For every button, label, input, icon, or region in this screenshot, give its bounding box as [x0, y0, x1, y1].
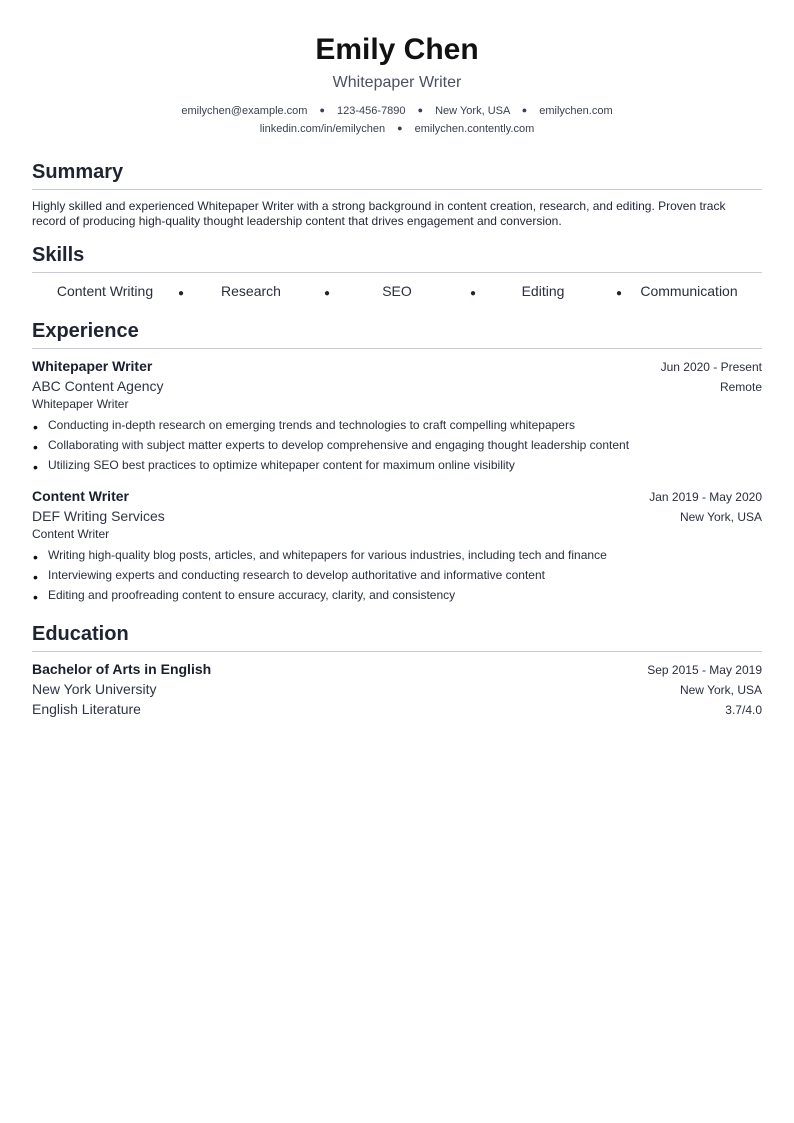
bullet-item: • Conducting in-depth research on emerging trends and technologies to craft compelling whitepapers [32, 415, 762, 435]
summary-heading: Summary [32, 160, 762, 190]
portfolio-link[interactable]: emilychen.contently.com [414, 123, 535, 135]
skill-item: Editing [521, 283, 565, 299]
linkedin-link[interactable]: linkedin.com/in/emilychen [259, 123, 386, 135]
skills-list: Content Writing ● Research ● SEO ● Editing ● Communication [32, 282, 762, 300]
skill-item: Content Writing [56, 283, 154, 299]
skills-heading: Skills [32, 243, 762, 273]
job-role: Content Writer [32, 527, 110, 541]
gpa-value: 3.7/4.0 [725, 703, 762, 717]
phone-text: 123-456-7890 [337, 105, 406, 117]
resume-header [0, 0, 794, 138]
separator-dot: ● [521, 105, 528, 115]
company-name: ABC Content Agency [32, 378, 164, 394]
location-text: New York, USA [435, 105, 510, 117]
job-title: Whitepaper Writer [32, 358, 153, 374]
job-location: New York, USA [679, 510, 762, 524]
bullet-item: • Collaborating with subject matter experts to develop comprehensive and engaging thought leadership content [32, 435, 762, 455]
job-header-row [32, 488, 762, 504]
education-header-row [32, 661, 762, 677]
job-header-row [32, 358, 762, 374]
education-dates: Sep 2015 - May 2019 [647, 663, 762, 677]
job-company-row [32, 508, 762, 524]
contact-row-2 [0, 120, 794, 138]
job-dates: Jun 2020 - Present [660, 360, 762, 374]
job-bullets [32, 545, 762, 605]
bullet-item: • Writing high-quality blog posts, articles, and whitepapers for various industries, including tech and finance [32, 545, 762, 565]
skill-item: Communication [640, 283, 738, 299]
skills-section [32, 243, 762, 300]
job-entry [32, 488, 762, 605]
bullet-item: • Interviewing experts and conducting research to develop authoritative and informative content [32, 565, 762, 585]
website-link[interactable]: emilychen.com [539, 105, 613, 117]
experience-heading: Experience [32, 319, 762, 349]
job-company-row [32, 378, 762, 394]
education-school-row [32, 681, 762, 697]
degree-title: Bachelor of Arts in English [32, 661, 212, 677]
separator-dot: ● [417, 105, 424, 115]
company-name: DEF Writing Services [32, 508, 165, 524]
school-name: New York University [32, 681, 157, 697]
email-link[interactable]: emilychen@example.com [181, 105, 308, 117]
school-location: New York, USA [679, 683, 762, 697]
job-entry [32, 358, 762, 475]
job-bullets [32, 415, 762, 475]
candidate-name: Emily Chen [315, 33, 479, 66]
skill-item: Research [221, 283, 281, 299]
job-role: Whitepaper Writer [32, 397, 129, 411]
skill-item: SEO [382, 283, 412, 299]
field-of-study: English Literature [32, 701, 141, 717]
job-title: Content Writer [32, 488, 129, 504]
candidate-title: Whitepaper Writer [332, 74, 462, 91]
bullet-item: • Utilizing SEO best practices to optimize whitepaper content for maximum online visibility [32, 455, 762, 475]
job-location: Remote [719, 380, 762, 394]
education-field-row [32, 701, 762, 717]
experience-section [32, 319, 762, 605]
separator-dot: ● [397, 123, 403, 133]
summary-section [32, 160, 762, 229]
contact-row-1 [0, 102, 794, 120]
education-heading: Education [32, 622, 762, 652]
job-dates: Jan 2019 - May 2020 [649, 490, 762, 504]
summary-text: Highly skilled and experienced Whitepaper Writer with a strong background in content creation, research, and editing. Proven track record of producing high-quality thought leadership content that drives engagement and conversion. [32, 199, 726, 228]
education-section [32, 622, 762, 717]
separator-dot: ● [319, 105, 325, 115]
bullet-item: • Editing and proofreading content to ensure accuracy, clarity, and consistency [32, 585, 762, 605]
